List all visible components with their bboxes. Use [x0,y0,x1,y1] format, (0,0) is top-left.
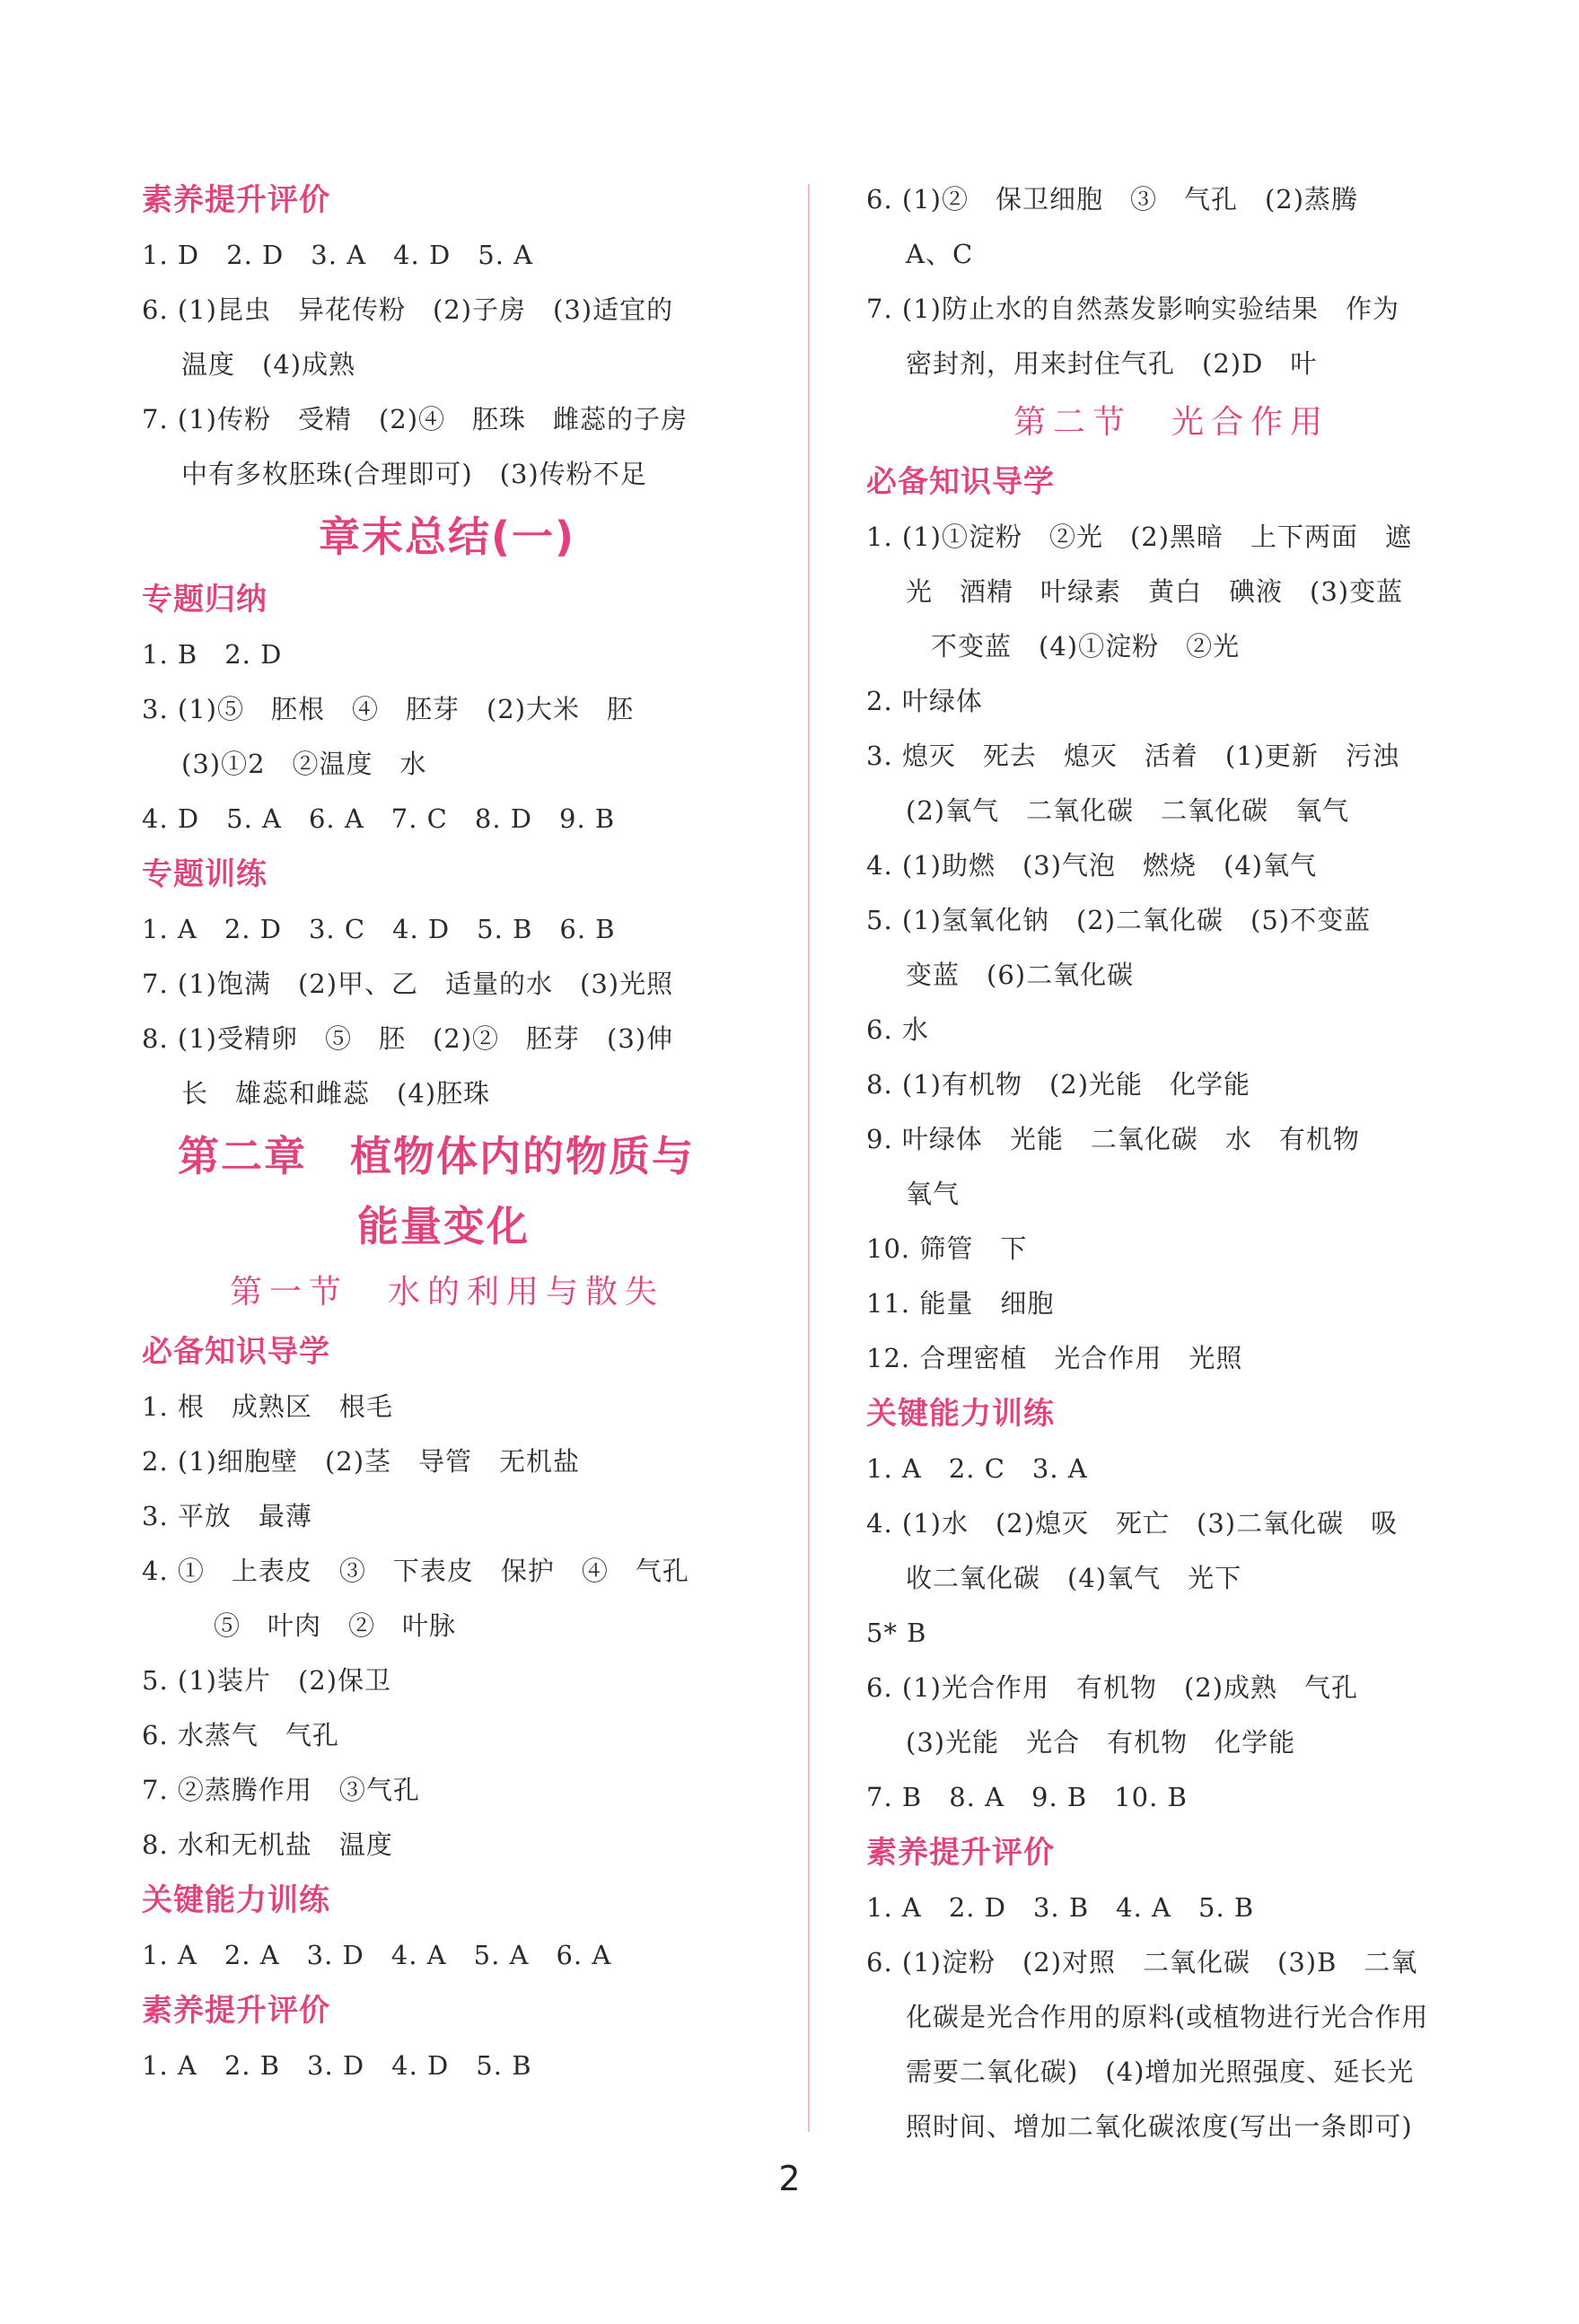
chapter-summary-title: 章末总结(一) [318,513,576,561]
answer-line: 收二氧化碳 (4)氧气 光下 [906,1563,1242,1593]
answer-line: 1. A 2. B 3. D 4. D 5. B [142,2050,532,2081]
answer-line: 1. 根 成熟区 根毛 [142,1391,393,1422]
answer-line: 光 酒精 叶绿素 黄白 碘液 (3)变蓝 [906,576,1404,607]
answer-line: 1. (1)①淀粉 ②光 (2)黑暗 上下两面 遮 [866,522,1413,552]
answer-line: 6. 水蒸气 气孔 [142,1720,339,1750]
chapter-title: 第二章 植物体内的物质与 [178,1132,695,1180]
answer-line: 照时间、增加二氧化碳浓度(写出一条即可) [906,2111,1413,2142]
answer-line: 4. D 5. A 6. A 7. C 8. D 9. B [142,803,616,834]
answer-line: 3. (1)⑤ 胚根 ④ 胚芽 (2)大米 胚 [142,694,635,724]
answer-line: 2. (1)细胞壁 (2)茎 导管 无机盐 [142,1446,581,1477]
answer-line: 密封剂，用来封住气孔 (2)D 叶 [906,348,1318,379]
answer-line: (3)①2 ②温度 水 [181,749,427,779]
answer-line: 变蓝 (6)二氧化碳 [906,960,1135,990]
answer-line: 2. 叶绿体 [866,686,983,716]
section-title: 素养提升评价 [866,1835,1055,1871]
answer-line: 7. (1)传粉 受精 (2)④ 胚珠 雌蕊的子房 [142,404,689,434]
section-title: 专题归纳 [142,582,268,618]
answer-line: 1. A 2. A 3. D 4. A 5. A 6. A [142,1940,612,1970]
section-title: 关键能力训练 [866,1396,1055,1432]
answer-line: 氧气 [906,1179,961,1209]
answer-line: 10. 筛管 下 [866,1233,1028,1264]
answer-line: 1. D 2. D 3. A 4. D 5. A [142,240,534,270]
answer-line: (2)氧气 二氧化碳 二氧化碳 氧气 [906,795,1350,826]
answer-line: 7. B 8. A 9. B 10. B [866,1782,1188,1812]
answer-line: 11. 能量 细胞 [866,1288,1055,1319]
answer-line: 化碳是光合作用的原料(或植物进行光合作用 [906,2002,1429,2032]
answer-line: 7. ②蒸腾作用 ③气孔 [142,1775,420,1805]
answer-line: 7. (1)防止水的自然蒸发影响实验结果 作为 [866,294,1399,324]
answer-line: 4. (1)水 (2)熄灭 死亡 (3)二氧化碳 吸 [866,1508,1399,1539]
answer-line: 4. (1)助燃 (3)气泡 燃烧 (4)氧气 [866,850,1318,881]
left-column [142,172,752,2093]
answer-line: 8. (1)有机物 (2)光能 化学能 [866,1069,1251,1100]
answer-line: 1. A 2. D 3. C 4. D 5. B 6. B [142,914,616,944]
answer-line: 12. 合理密植 光合作用 光照 [866,1343,1243,1373]
answer-line: 需要二氧化碳) (4)增加光照强度、延长光 [906,2057,1415,2087]
section-title: 素养提升评价 [142,1993,330,2029]
section-title: 关键能力训练 [142,1882,330,1918]
answer-line: 温度 (4)成熟 [181,349,356,380]
section-title: 专题训练 [142,856,268,892]
answer-line: 1. A 2. C 3. A [866,1453,1088,1484]
page-number: 2 [778,2159,801,2198]
right-column [866,172,1477,2154]
answer-line: 中有多枚胚珠(合理即可) (3)传粉不足 [181,459,647,489]
answer-line: 6. (1)光合作用 有机物 (2)成熟 气孔 [866,1672,1359,1703]
answer-line: 5. (1)氢氧化钠 (2)二氧化碳 (5)不变蓝 [866,905,1372,935]
column-divider [808,184,810,2132]
section-heading: 第一节 水的利用与散失 [229,1274,664,1311]
answer-line: A、C [906,239,974,269]
answer-line: 7. (1)饱满 (2)甲、乙 适量的水 (3)光照 [142,969,674,999]
answer-line: 6. (1)② 保卫细胞 ③ 气孔 (2)蒸腾 [866,184,1359,215]
section-title: 必备知识导学 [866,464,1055,500]
section-title: 必备知识导学 [142,1334,330,1370]
answer-line: 3. 熄灭 死去 熄灭 活着 (1)更新 污浊 [866,741,1399,771]
answer-line: ⑤ 叶肉 ② 叶脉 [214,1610,457,1641]
section-heading: 第二节 光合作用 [1013,404,1329,441]
answer-line: 长 雄蕊和雌蕊 (4)胚珠 [181,1078,491,1109]
answer-line: 8. (1)受精卵 ⑤ 胚 (2)② 胚芽 (3)伸 [142,1023,674,1054]
answer-line: (3)光能 光合 有机物 化学能 [906,1727,1296,1758]
answer-line: 3. 平放 最薄 [142,1501,312,1531]
answer-line: 5. (1)装片 (2)保卫 [142,1665,392,1696]
answer-line: 6. 水 [866,1014,929,1045]
answer-line: 8. 水和无机盐 温度 [142,1829,393,1860]
answer-line: 4. ① 上表皮 ③ 下表皮 保护 ④ 气孔 [142,1556,689,1586]
answer-line: 9. 叶绿体 光能 二氧化碳 水 有机物 [866,1124,1360,1154]
section-title: 素养提升评价 [142,182,330,218]
answer-line: 1. B 2. D [142,639,283,670]
answer-line: 6. (1)淀粉 (2)对照 二氧化碳 (3)B 二氧 [866,1947,1418,1978]
answer-line: 1. A 2. D 3. B 4. A 5. B [866,1892,1255,1923]
answer-line: 5* B [866,1618,927,1648]
chapter-title-continued: 能量变化 [357,1202,530,1250]
answer-line: 不变蓝 (4)①淀粉 ②光 [931,631,1241,662]
answer-line: 6. (1)昆虫 异花传粉 (2)子房 (3)适宜的 [142,294,674,325]
